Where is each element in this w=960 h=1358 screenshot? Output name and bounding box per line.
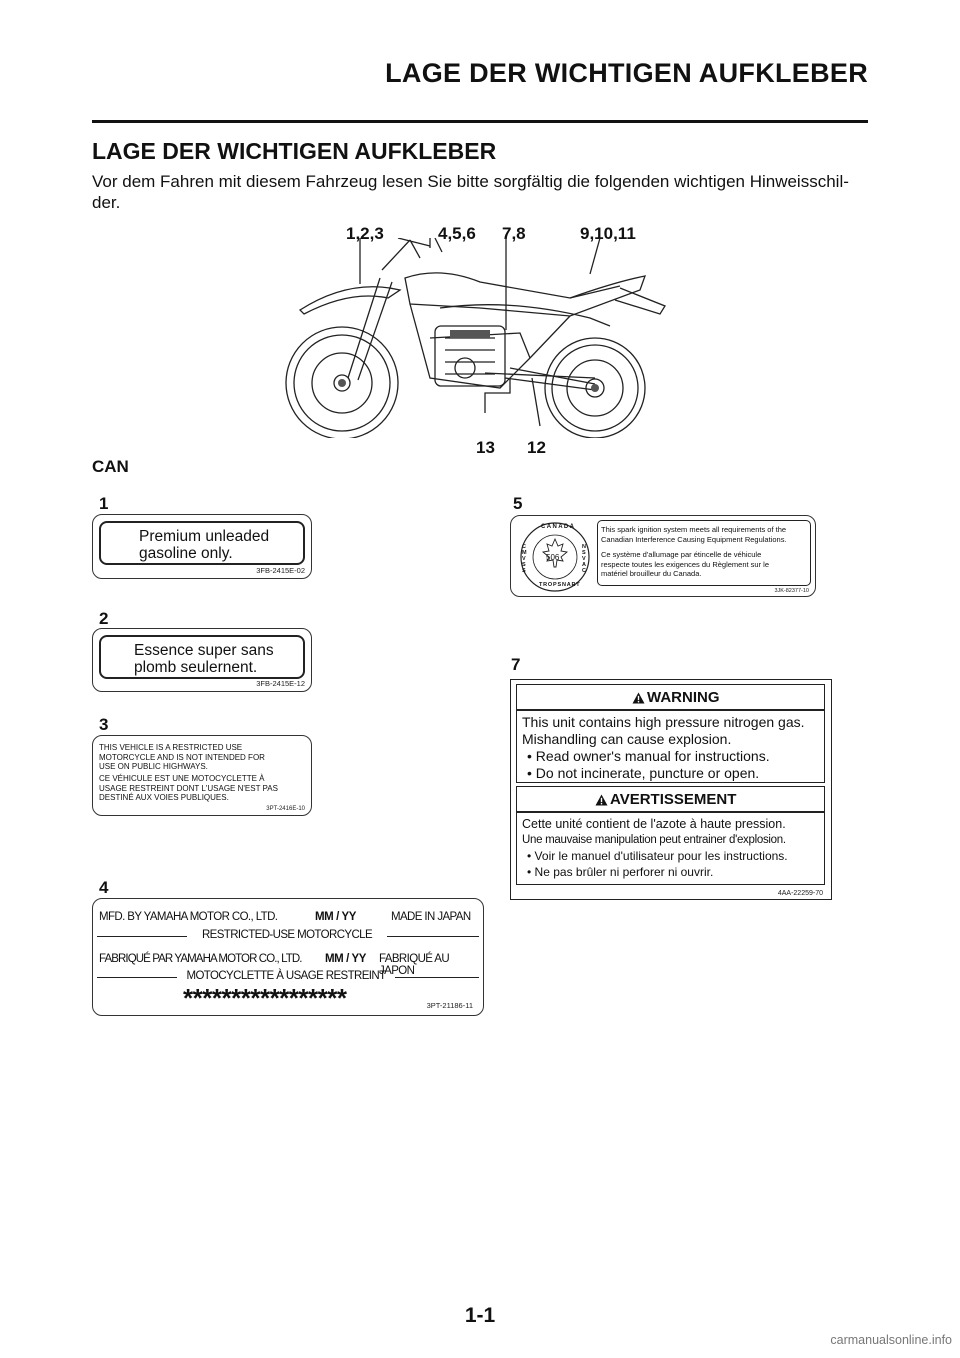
callout-13: 13 bbox=[476, 438, 495, 457]
label-4-made-in: MADE IN JAPAN bbox=[391, 911, 471, 923]
label-5-fr-line2: respecte toutes les exigences du Règlement sur le bbox=[601, 559, 770, 569]
label-4-restricted: RESTRICTED-USE MOTORCYCLE bbox=[201, 929, 373, 941]
label-5-en-line1: This spark ignition system meets all requirements of the bbox=[601, 525, 787, 534]
region-label-can: CAN bbox=[92, 457, 129, 476]
label-4-rule-left-1 bbox=[97, 936, 187, 937]
label-4-motocyclette: MOTOCYCLETTE À USAGE RESTREINT bbox=[186, 970, 386, 982]
label-1-sticker bbox=[92, 514, 312, 579]
label-7-warning-title: WARNING bbox=[647, 689, 720, 706]
running-header: LAGE DER WICHTIGEN AUFKLEBER bbox=[385, 58, 868, 88]
label-7-avert-bullet2-text: Ne pas brûler ni perforer ni ouvrir. bbox=[534, 865, 714, 879]
label-3-en-line3: USE ON PUBLIC HIGHWAYS. bbox=[99, 762, 208, 771]
label-4-date-fr: MM / YY bbox=[325, 953, 367, 965]
label-3-fr-line2: USAGE RESTREINT DONT L'USAGE N'EST PAS bbox=[99, 783, 278, 793]
label-7-warning-header bbox=[517, 689, 824, 709]
label-5-text-frame bbox=[597, 520, 811, 586]
label-7-avertissement-box bbox=[516, 786, 825, 885]
label-4-date: MM / YY bbox=[315, 911, 357, 923]
label-7-number: 7 bbox=[511, 655, 521, 674]
label-7-warning-box bbox=[516, 684, 825, 783]
label-2-frame bbox=[99, 635, 305, 679]
label-7-avert-bullet2: • Ne pas brûler ni perforer ni ouvrir. bbox=[527, 865, 714, 879]
label-3-fr-line1: CE VÉHICULE EST UNE MOTOCYCLETTE À bbox=[99, 774, 265, 783]
label-2-number: 2 bbox=[99, 609, 109, 628]
label-4-rule-right-1 bbox=[387, 936, 479, 937]
watermark: carmanualsonline.info bbox=[830, 1333, 952, 1347]
label-4-rule-left-2 bbox=[97, 977, 177, 978]
label-4-part-number: 3PT-21186-11 bbox=[426, 1001, 473, 1010]
label-3-part-number: 3PT-2416E-10 bbox=[266, 806, 305, 812]
label-1-line2: gasoline only. bbox=[139, 545, 233, 562]
label-1-frame bbox=[99, 521, 305, 565]
label-7-sticker bbox=[510, 679, 832, 900]
callout-9-10-11: 9,10,11 bbox=[580, 224, 636, 243]
label-1-part-number: 3FB-2415E-02 bbox=[256, 566, 305, 575]
warning-triangle-icon bbox=[632, 692, 645, 704]
label-7-warning-line2: Mishandling can cause explosion. bbox=[522, 731, 732, 747]
label-7-warning-bullet1-text: Read owner's manual for instructions. bbox=[535, 748, 770, 764]
section-title: LAGE DER WICHTIGEN AUFKLEBER bbox=[92, 138, 497, 164]
seal-number: 506 bbox=[546, 553, 560, 562]
label-5-fr-line1: Ce système d'allumage par étincelle de véhicule bbox=[601, 550, 762, 559]
warning-triangle-icon bbox=[595, 794, 608, 806]
seal-cmvss-text: CMVSS bbox=[522, 544, 527, 574]
callout-1-2-3: 1,2,3 bbox=[346, 224, 384, 243]
intro-paragraph: Vor dem Fahren mit diesem Fahrzeug lesen Sie bitte sorgfältig die folgenden wichtigen Hinweisschil-der. bbox=[92, 172, 849, 212]
label-4-sticker bbox=[92, 898, 484, 1016]
label-1-number: 1 bbox=[99, 494, 109, 513]
label-7-part-number: 4AA-22259-70 bbox=[777, 890, 823, 897]
label-3-fr-line3: DESTINÉ AUX VOIES PUBLIQUES. bbox=[99, 793, 229, 802]
label-4-rule-right-2 bbox=[395, 977, 479, 978]
label-5-sticker bbox=[510, 515, 816, 597]
label-3-en-line2: MOTORCYCLE AND IS NOT INTENDED FOR bbox=[99, 752, 265, 762]
seal-canada-text: CANADA bbox=[541, 524, 576, 530]
label-7-warning-bullet1: • Read owner's manual for instructions. bbox=[527, 748, 770, 764]
label-4-mfd: MFD. BY YAMAHA MOTOR CO., LTD. bbox=[99, 911, 278, 923]
label-5-en-line2: Canadian Interference Causing Equipment Regulations. bbox=[601, 534, 787, 544]
label-7-avert-header bbox=[517, 791, 824, 811]
label-7-warning-rule bbox=[517, 709, 824, 711]
label-2-line2: plomb seulernent. bbox=[134, 659, 258, 676]
seal-nsvac-text: NSVAC bbox=[582, 544, 586, 574]
label-7-avert-rule bbox=[517, 811, 824, 813]
page-number: 1-1 bbox=[464, 1304, 496, 1327]
label-7-avert-line2: Une mauvaise manipulation peut entrainer d'explosion. bbox=[522, 834, 786, 846]
label-7-warning-bullet2-text: Do not incinerate, puncture or open. bbox=[535, 765, 760, 781]
label-4-fabrique-japon: FABRIQUÉ AU JAPON bbox=[379, 953, 450, 977]
label-5-number: 5 bbox=[513, 494, 523, 513]
label-3-sticker bbox=[92, 735, 312, 816]
label-7-warning-line1: This unit contains high pressure nitrogen gas. bbox=[522, 714, 805, 730]
label-3-number: 3 bbox=[99, 715, 109, 734]
label-4-number: 4 bbox=[99, 878, 109, 897]
label-4-serial-stars: ***************** bbox=[183, 983, 347, 1013]
callout-7-8: 7,8 bbox=[502, 224, 526, 243]
motorcycle-illustration bbox=[270, 238, 680, 438]
callout-4-5-6: 4,5,6 bbox=[438, 224, 476, 243]
header-rule bbox=[92, 120, 868, 123]
label-7-avert-title: AVERTISSEMENT bbox=[610, 791, 737, 808]
label-7-avert-bullet1-text: Voir le manuel d'utilisateur pour les instructions. bbox=[534, 849, 788, 863]
label-4-fabrique: FABRIQUÉ PAR YAMAHA MOTOR CO., LTD. bbox=[99, 953, 302, 965]
callout-12: 12 bbox=[527, 438, 546, 457]
label-1-line1: Premium unleaded bbox=[139, 528, 270, 545]
label-5-fr-line3: matériel brouilleur du Canada. bbox=[601, 569, 702, 578]
label-7-avert-line1: Cette unité contient de l'azote à haute pression. bbox=[522, 817, 786, 831]
label-2-sticker bbox=[92, 628, 312, 692]
label-2-part-number: 3FB-2415E-12 bbox=[256, 679, 305, 688]
label-2-line1: Essence super sans bbox=[134, 642, 274, 659]
label-5-part-number: 3JK-82377-10 bbox=[774, 588, 809, 594]
seal-transport-text: TROPSNART bbox=[539, 582, 581, 588]
label-3-en-line1: THIS VEHICLE IS A RESTRICTED USE bbox=[99, 743, 243, 752]
label-7-avert-bullet1: • Voir le manuel d'utilisateur pour les instructions. bbox=[527, 849, 788, 863]
label-7-warning-bullet2: • Do not incinerate, puncture or open. bbox=[527, 765, 760, 781]
